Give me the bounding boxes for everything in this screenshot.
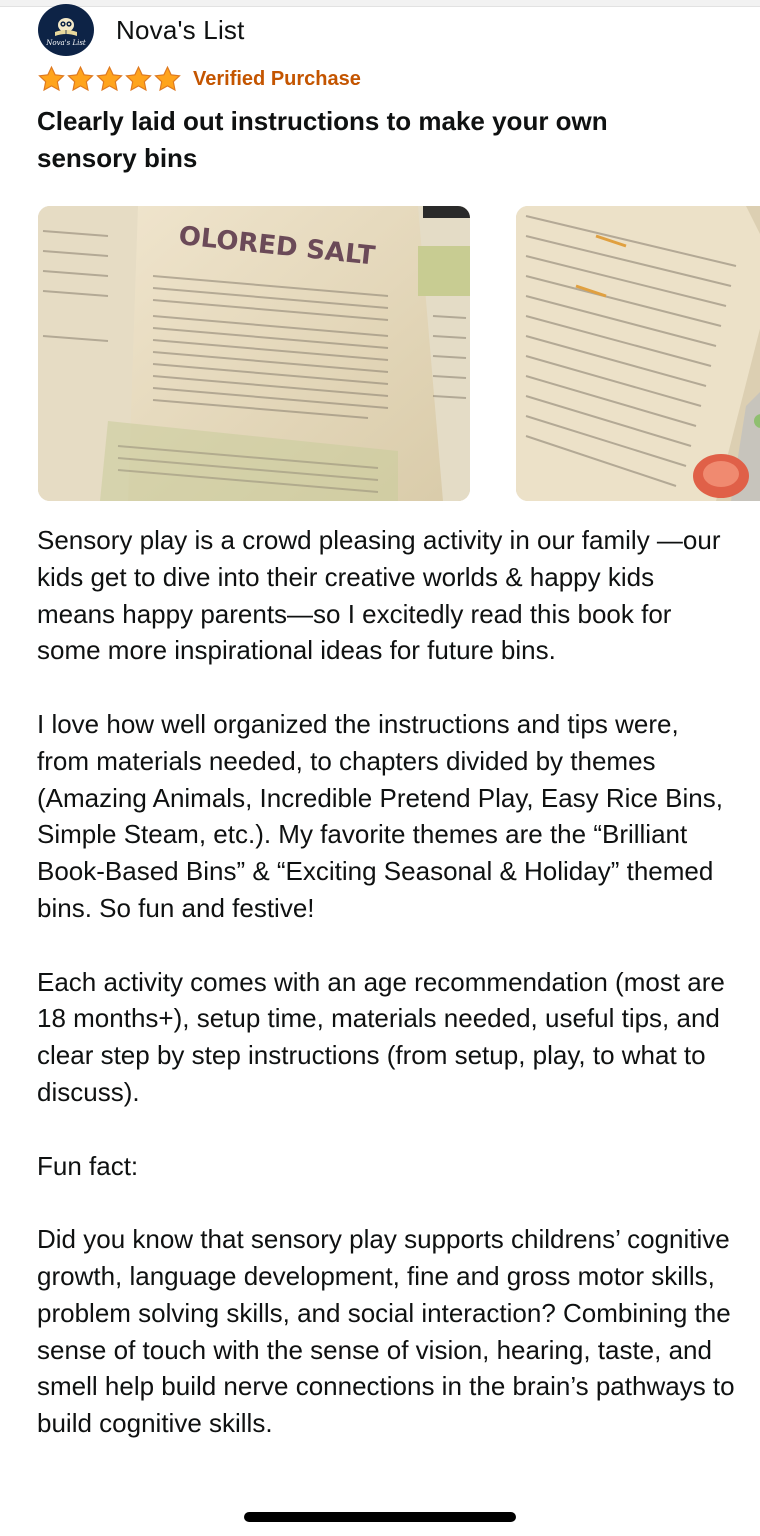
review-paragraph: Did you know that sensory play supports childrens’ cognitive growth, language development, fine and gross motor skills, problem solving skills, and social interaction? Combining the sense of touch with the sense of vision, hearing, taste, and smell help build nerve connections in the brain’s pathways to build cognitive skills. — [37, 1224, 735, 1439]
review-paragraph: I love how well organized the instructions and tips were, from materials needed, to chapters divided by themes (Amazing Animals, Incredible Pretend Play, Easy Rice Bins, Simple Steam, etc.). My favorite themes are the “Brilliant Book-Based Bins” & “Exciting Seasonal & Holiday” themed bins. So fun and festive! — [37, 708, 723, 923]
review-photo-2[interactable] — [516, 206, 760, 501]
star-icon — [37, 65, 66, 93]
book-page-photo-2-icon — [516, 206, 760, 501]
review-paragraph: Each activity comes with an age recommendation (most are 18 months+), setup time, materials needed, useful tips, and clear step by step instructions (from setup, play, to what to discuss). — [37, 966, 725, 1107]
rating-row — [37, 64, 361, 94]
verified-purchase-badge: Verified Purchase — [193, 67, 361, 90]
owl-book-logo-icon — [51, 16, 81, 38]
star-icon — [95, 65, 124, 93]
review-paragraph: Fun fact: — [37, 1150, 139, 1181]
avatar-logo-text: Nova's List — [46, 38, 86, 47]
reviewer-avatar[interactable] — [38, 4, 94, 56]
photo-page-heading: OLORED SALT — [177, 221, 377, 272]
review-body — [37, 522, 737, 1479]
star-icon — [153, 65, 182, 93]
reviewer-name[interactable]: Nova's List — [116, 14, 245, 45]
review-photo-gallery[interactable] — [38, 206, 760, 501]
star-icon — [124, 65, 153, 93]
review-paragraph: Sensory play is a crowd pleasing activity in our family —our kids get to dive into their creative worlds & happy kids means happy parents—so I excitedly read this book for some more inspirational ideas for future bins. — [37, 525, 721, 666]
review-title: Clearly laid out instructions to make your own sensory bins — [37, 106, 608, 173]
review-photo-1[interactable] — [38, 206, 470, 501]
star-rating — [37, 65, 182, 93]
book-page-photo-icon — [38, 206, 470, 501]
home-indicator[interactable] — [244, 1512, 516, 1522]
reviewer-header — [38, 4, 245, 56]
star-icon — [66, 65, 95, 93]
